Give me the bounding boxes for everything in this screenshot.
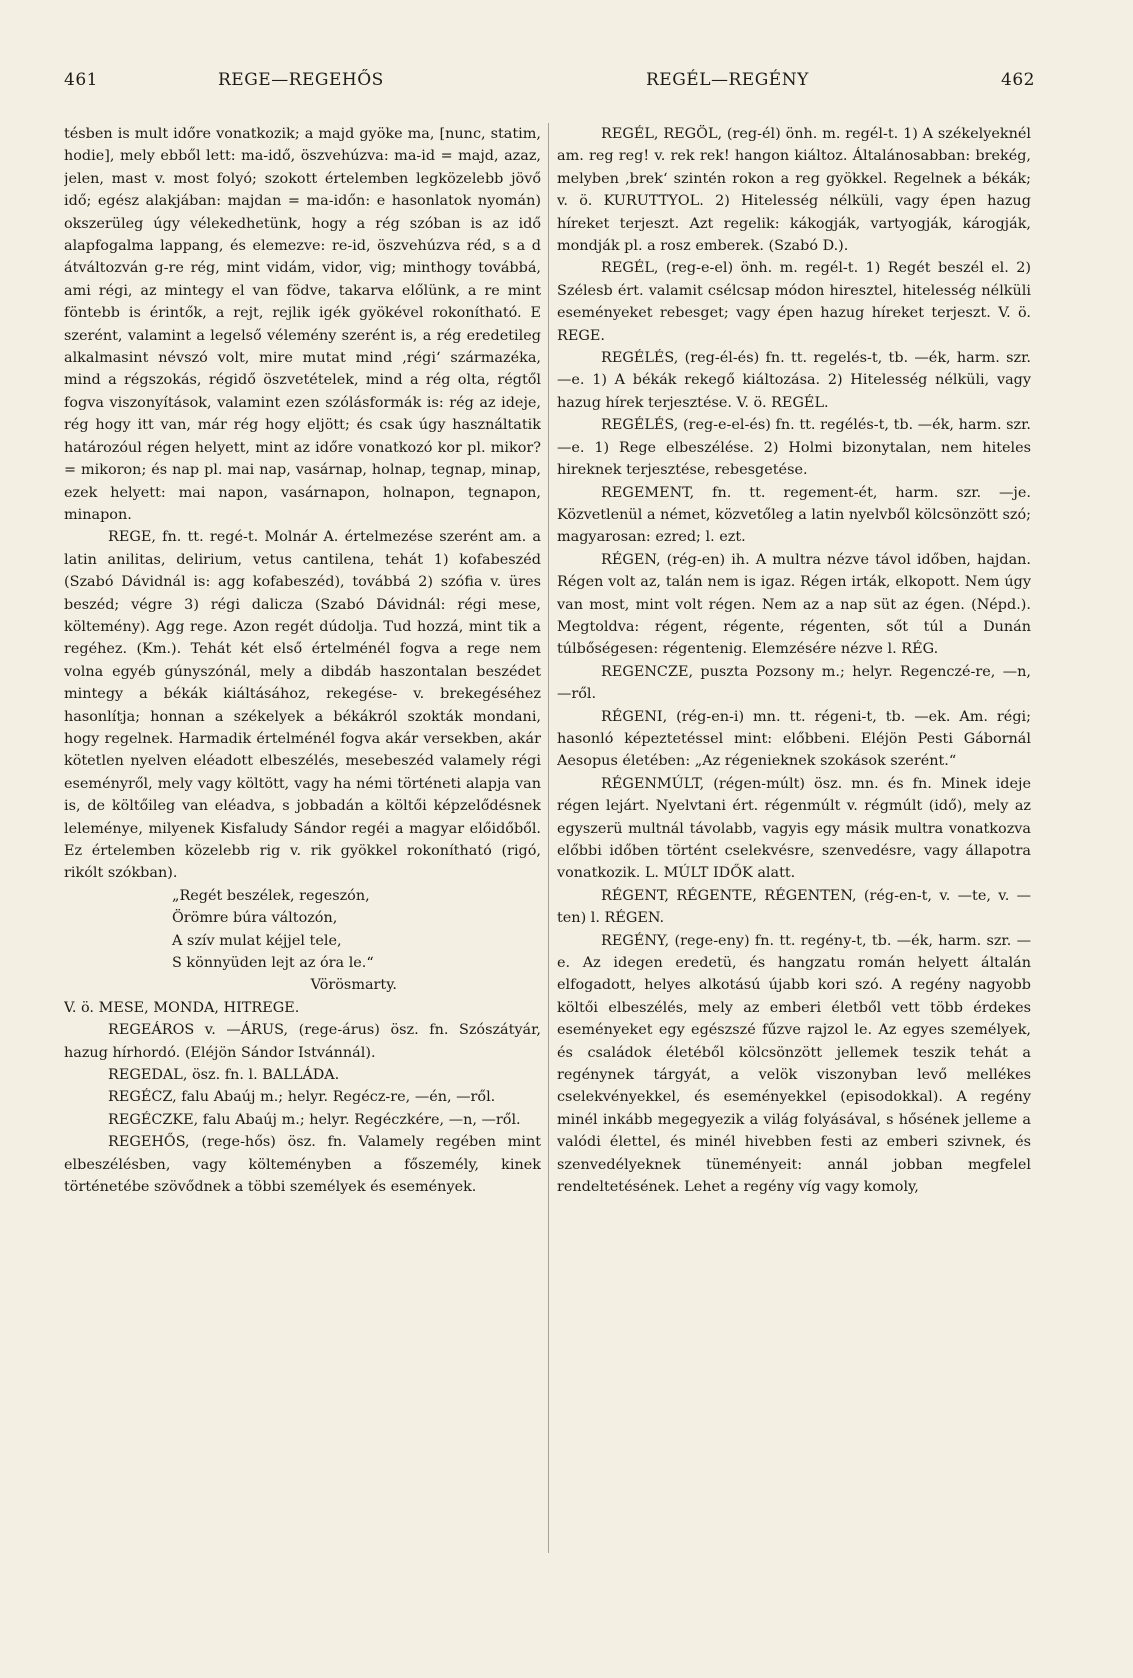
entry-regement: REGEMENT, fn. tt. regement-ét, harm. szr. —je. Közvetlenül a német, közvetőleg a latin nyelvből kölcsönzött szó; magyarosan: ezred; l. ezt. bbox=[557, 484, 1031, 546]
left-column bbox=[64, 123, 541, 1668]
cross-reference: V. ö. MESE, MONDA, HITREGE. bbox=[64, 999, 300, 1016]
entry-regen: RÉGEN, (rég-en) ih. A multra nézve távol időben, hajdan. Régen volt az, talán nem is igaz. Régen irták, elkopott. Nem úgy van most, mint volt régen. Nem az a nap süt az égen. (Népd.). Megtoldva: régent, régente, régenten, sőt túl a Dunán túlbőségesen: régentenig. Elemzésére nézve l. RÉG. bbox=[557, 551, 1031, 658]
column-divider bbox=[548, 123, 549, 1553]
entry-regeni: RÉGENI, (rég-en-i) mn. tt. régeni-t, tb. —ek. Am. régi; hasonló képeztetéssel mint: előbbeni. Eléjön Pesti Gábornál Aesopus életében: „Az régenieknek szokások szerént.“ bbox=[557, 708, 1031, 770]
left-para-1: tésben is mult időre vonatkozik; a majd gyöke ma, [nunc, statim, hodie], mely ebből lett: ma-idő, öszvehúzva: ma-id = majd, azaz, jelen, mast v. most folyó; szokott értelemben legközelebb jövő idő; egész alakjában: majdan = ma-időn: e hasonlatok nyomán) okszerüleg úgy vélekedhetünk, hogy a rég szóban is az idő alapfogalma lappang, és elemezve: re-id, öszvehúzva réd, s a d átváltozván g-re rég, mint vidám, vidor, vig; minthogy továbbá, ami régi, az mintegy el van födve, takarva előlünk, a re mint föntebb is érintők, a rejt, rejlik igék gyökével rokonítható. E szerént, valamint a legelső vélemény szerént is, a rég eredetileg alkalmasint névszó volt, mire mutat mind ‚régi‘ származéka, mind a régszokás, régidő öszvetételek, mind a rég olta, régtől fogva viszonyítások, valamint ezen szólásformák is: rég az ideje, rég hogy itt van, már rég hogy eljött; és csak úgy használtatik határozóul régen helyett, mint az időre vonatkozó kor pl. mikor? = mikoron; és nap pl. mai nap, vasárnap, holnap, tegnap, minap, ezek helyett: mai napon, vasárnapon, holnapon, tegnapon, minapon. bbox=[64, 126, 541, 523]
left-running-title: REGE—REGEHŐS bbox=[218, 70, 384, 90]
entry-regecz: REGÉCZ, falu Abaúj m.; helyr. Regécz-re, —én, —ről. bbox=[108, 1089, 496, 1106]
verse-line-1: „Regét beszélek, regeszón, bbox=[172, 887, 370, 904]
entry-regel: REGÉL, (reg-e-el) önh. m. regél-t. 1) Regét beszél el. 2) Szélesb ért. valamit csélcsap módon hiresztel, hitelesség nélküli eseményeket rebesget; vagy épen hazug híreket terjeszt. V. ö. REGE. bbox=[557, 260, 1031, 344]
entry-regehos: REGEHŐS, (rege-hős) ösz. fn. Valamely regében mint elbeszélésben, vagy költeményben a főszemély, kinek történetébe szövődnek a többi személyek és események. bbox=[64, 1134, 541, 1196]
right-column bbox=[557, 123, 1031, 1668]
entry-regedal: REGEDAL, ösz. fn. l. BALLÁDA. bbox=[108, 1067, 340, 1084]
entry-regeles-1: REGÉLÉS, (reg-él-és) fn. tt. regelés-t, tb. —ék, harm. szr. —e. 1) A békák rekegő kiáltozása. 2) Hitelesség nélküli, vagy hazug hírek terjesztése. V. ö. REGÉL. bbox=[557, 350, 1031, 411]
verse-attribution: Vörösmarty. bbox=[310, 977, 397, 994]
entry-regeny: REGÉNY, (rege-eny) fn. tt. regény-t, tb. —ék, harm. szr. —e. Az idegen eredetü, és hangzatu román helyett általán elfogadott, helyes alkotású újabb kori szó. A regény nagyobb költői elbeszélés, mely az emberi életből vett több érdekes eseményeket egy egészszé fűzve rajzol le. Az egyes személyek, és családok életéből kölcsönzött jellemek teszik tehát a regénynek tárgyát, a velök viszonyban levő mellékes cselekvényekkel, és eseményekkel (episodokkal). A regény minél inkább megegyezik a világ folyásával, s hősének jelleme a valódi élettel, és minél hivebben festi az emberi szivnek, és szenvedélyeknek tüneményeit: annál jobban megfelel rendeltetésének. Lehet a regény víg vagy komoly, bbox=[557, 932, 1031, 1196]
entry-regeles-2: REGÉLÉS, (reg-e-el-és) fn. tt. regélés-t, tb. —ék, harm. szr. —e. 1) Rege elbeszélése. 2) Holmi bizonytalan, nem hiteles hireknek terjesztése, rebesgetése. bbox=[557, 417, 1031, 479]
verse-line-4: S könnyüden lejt az óra le.“ bbox=[172, 955, 374, 972]
entry-regent: RÉGENT, RÉGENTE, RÉGENTEN, (rég-en-t, v. —te, v. —ten) l. RÉGEN. bbox=[557, 887, 1031, 927]
right-page-number: 462 bbox=[1001, 70, 1035, 90]
verse-line-2: Örömre búra változón, bbox=[172, 910, 338, 927]
running-header bbox=[60, 70, 1035, 100]
verse-line-3: A szív mulat kéjjel tele, bbox=[172, 932, 342, 949]
right-running-title: REGÉL—REGÉNY bbox=[646, 70, 809, 90]
entry-rege: REGE, fn. tt. regé-t. Molnár A. értelmezése szerént am. a latin anilitas, delirium, vetus cantilena, tehát 1) kofabeszéd (Szabó Dávidnál is: agg kofabeszéd), továbbá 2) szófia v. üres beszéd; végre 3) régi dalicza (Szabó Dávidnál: régi mese, költemény). Agg rege. Azon regét dúdolja. Tud hozzá, mint tik a regéhez. (Km.). Tehát két első értelménél fogva a rege nem volna egyéb gúnyszónál, mely a dibdáb haszontalan beszédet mintegy a békák kiáltásához, rekegése- v. brekegéséhez hasonlítja; honnan a székelyek a békákról szokták mondani, hogy regelnek. Harmadik értelménél fogva akár versekben, akár kötetlen nyelven eléadott elbeszélés, mesebeszéd valamely régi eseményről, mely vagy költött, vagy ha némi történeti alapja van is, de költőileg van eléadva, s jobbadán a költői képzelődésnek leleménye, milyenek Kisfaludy Sándor regéi a magyar előidőből. Ez értelemben közelebb rig v. rik gyökkel rokonítható (rigó, rikólt szókban). bbox=[64, 529, 541, 882]
entry-regencze: REGENCZE, puszta Pozsony m.; helyr. Regenczé-re, —n, —ről. bbox=[557, 663, 1031, 703]
entry-regenmult: RÉGENMÚLT, (régen-múlt) ösz. mn. és fn. Minek ideje régen lejárt. Nyelvtani ért. régenmúlt v. régmúlt (idő), mely az egyszerü multnál távolabb, vagyis egy másik multra vonatkozva előbbi időben történt cselekvésre, szenvedésre, vagy állapotra vonatkozik. L. MÚLT IDŐK alatt. bbox=[557, 775, 1031, 882]
entry-regeczke: REGÉCZKE, falu Abaúj m.; helyr. Regéczkére, —n, —ről. bbox=[108, 1111, 521, 1128]
entry-regearos: REGEÁROS v. —ÁRUS, (rege-árus) ösz. fn. Szószátyár, hazug hírhordó. (Eléjön Sándor Istvánnál). bbox=[64, 1022, 541, 1061]
left-page-number: 461 bbox=[64, 70, 98, 90]
entry-regel-regol: REGÉL, REGÖL, (reg-él) önh. m. regél-t. 1) A székelyeknél am. reg reg! v. rek rek! hangon kiáltoz. Általánosabban: brekég, melyben ‚brek‘ szintén rokon a reg gyökkel. Regelnek a békák; v. ö. KURUTTYOL. 2) Hitelesség nélküli, vagy épen hazug híreket terjeszt. Azt regelik: kákogják, vartyogják, károgják, mondják pl. a rosz emberek. (Szabó D.). bbox=[557, 126, 1031, 255]
